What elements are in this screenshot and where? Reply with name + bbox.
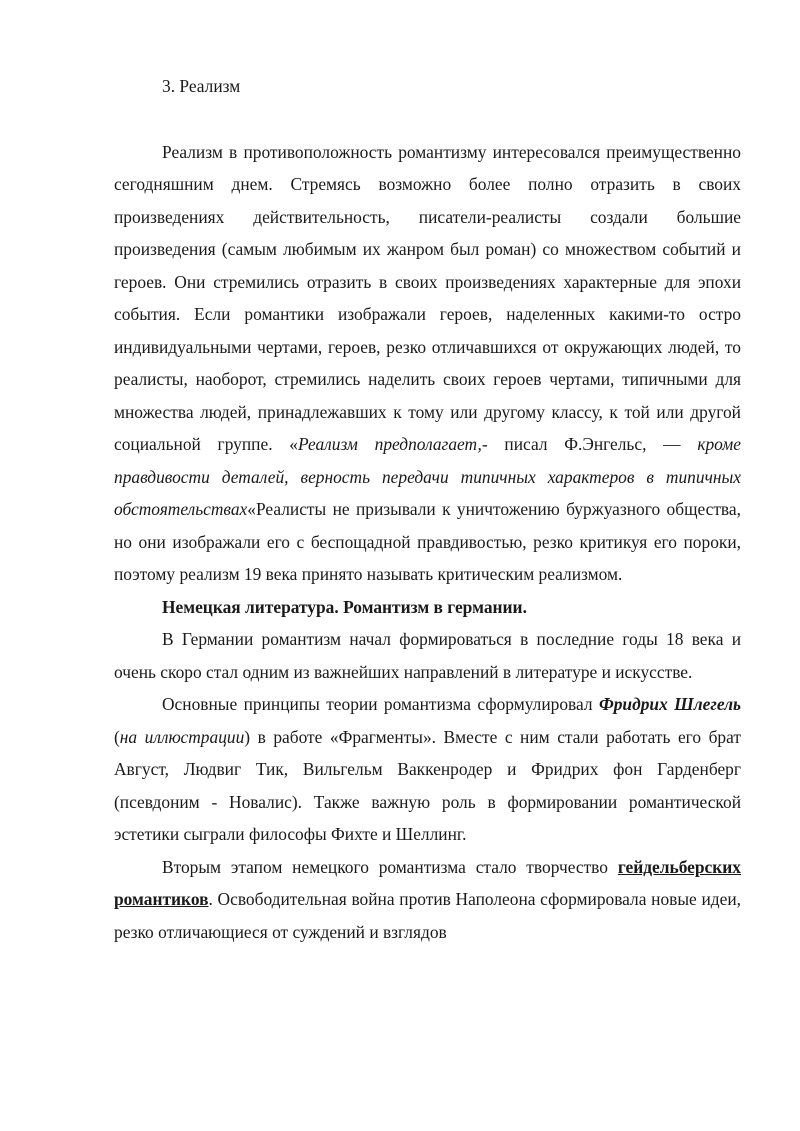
section-heading-realism: 3. Реализм bbox=[162, 76, 241, 96]
realism-text-end: «Реалисты не призывали к уничтожению буржуазного общества, но они изображали его с беспощадной правдивостью, резко критикуя его пороки, поэтому реализм 19 века принято называть критическим реализмом. bbox=[114, 499, 741, 584]
section-heading-german-literature: Немецкая литература. Романтизм в германии. bbox=[162, 596, 527, 617]
name-friedrich-schlegel: Фридрих Шлегель bbox=[598, 694, 741, 714]
paragraph-realism bbox=[114, 136, 741, 591]
paragraph-german-2 bbox=[114, 688, 741, 851]
german2-open-paren: ( bbox=[114, 726, 120, 747]
engels-quote-part2: кроме правдивости деталей, верность передачи типичных характеров в типичных обстоятельствах bbox=[114, 434, 741, 519]
realism-text-start: Реализм в противоположность романтизму интересовался преимущественно сегодняшним днем. Стремясь возможно более полно отразить в своих произведениях действительность, писатели-реалисты создали большие произведения (самым любимым их жанром был роман) со множеством событий и героев. Они стремились отразить в своих произведениях характерные для эпохи события. Если романтики изображали героев, наделенных какими-то остро индивидуальными чертами, героев, резко отличавшихся от окружающих людей, то реалисты, наоборот, стремились наделить своих героев чертами, типичными для множества людей, принадлежавших к тому или другому классу, к той или другой социальной группе. « bbox=[114, 141, 741, 454]
realism-text-mid: - писал Ф.Энгельс, — bbox=[481, 434, 698, 454]
german3-text-rest: . Освободительная война против Наполеона сформировала новые идеи, резко отличающиеся от суждений и взглядов bbox=[114, 889, 741, 942]
german3-text-start: Вторым этапом немецкого романтизма стало творчество bbox=[162, 856, 618, 877]
blank-line bbox=[114, 103, 741, 136]
text-block bbox=[114, 70, 741, 948]
german2-text-rest: ) в работе «Фрагменты». Вместе с ним стали работать его брат Август, Людвиг Тик, Вильгельм Ваккенродер и Фридрих фон Гарденберг (псевдоним - Новалис). Также важную роль в формировании романтической эстетики сыграли философы Фихте и Шеллинг. bbox=[114, 726, 741, 844]
paragraph-german-3 bbox=[114, 851, 741, 949]
illustration-note: на иллюстрации bbox=[119, 726, 245, 747]
engels-quote-part1: Реализм предполагает, bbox=[297, 434, 482, 454]
paragraph-german-1: В Германии романтизм начал формироваться в последние годы 18 века и очень скоро стал одним из важнейших направлений в литературе и искусстве. bbox=[114, 629, 741, 682]
german2-text-start: Основные принципы теории романтизма сформулировал bbox=[162, 694, 599, 714]
heidelberg-romantics-link[interactable]: гейдельберских романтиков bbox=[114, 856, 741, 909]
